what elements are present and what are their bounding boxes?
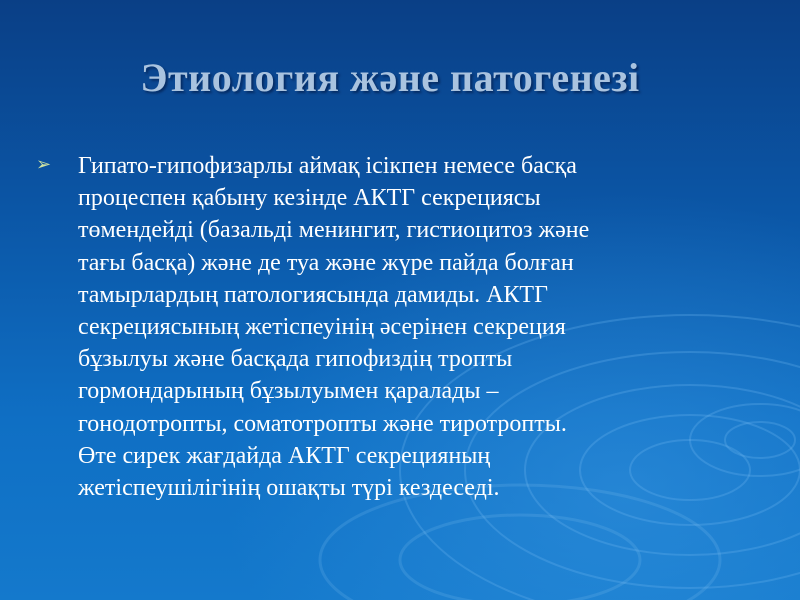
bullet-text: Гипато-гипофизарлы аймақ ісікпен немесе басқа процеспен қабыну кезінде АКТГ секрециясы төмендейді (базальді менингит, гистиоцитоз және тағы басқа) және де туа және жүре пайда болған тамырлардың патологиясында дамиды. АКТГ секрециясының жетіспеуінің әсерінен секреция бұзылуы және басқада гипофиздің тропты гормондарының бұзылуымен қаралады – гонодотропты, соматотропты және тиротропты. Өте сирек жағдайда АКТГ секрецияның жетіспеушілігінің ошақты түрі кездеседі. bbox=[78, 153, 590, 502]
arrow-bullet-icon: ➢ bbox=[36, 154, 52, 175]
slide-title: Этиология және патогенезі bbox=[140, 55, 640, 100]
